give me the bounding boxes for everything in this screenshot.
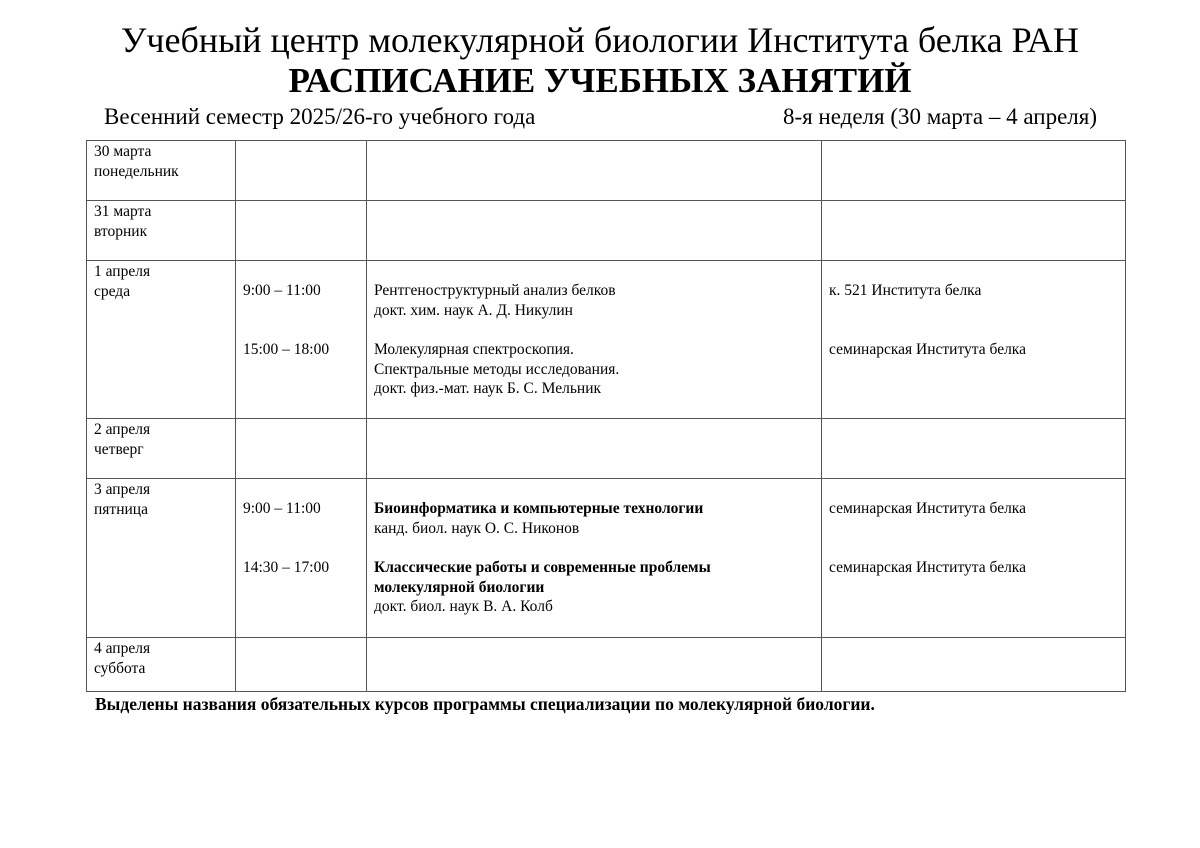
day-date: 31 марта bbox=[94, 203, 152, 220]
course-cell bbox=[367, 419, 822, 479]
day-weekday: среда bbox=[94, 282, 131, 300]
institute-title: Учебный центр молекулярной биологии Института белка РАН bbox=[120, 20, 1080, 60]
course-cell bbox=[367, 479, 822, 638]
table-row bbox=[87, 261, 1126, 419]
table-row bbox=[87, 419, 1126, 479]
room-label: семинарская Института белка bbox=[829, 500, 1026, 517]
room-label: семинарская Института белка bbox=[829, 559, 1026, 576]
room-cell bbox=[822, 141, 1126, 201]
week-label: 8-я неделя (30 марта – 4 апреля) bbox=[782, 104, 1097, 129]
course-title: Классические работы и современные проблемы bbox=[374, 559, 711, 576]
day-weekday: суббота bbox=[94, 659, 146, 677]
day-date: 2 апреля bbox=[94, 421, 151, 438]
room-cell bbox=[822, 419, 1126, 479]
room-cell bbox=[822, 638, 1126, 692]
course-cell bbox=[367, 261, 822, 419]
day-weekday: пятница bbox=[94, 500, 148, 518]
day-date: 30 марта bbox=[94, 143, 152, 160]
day-date: 1 апреля bbox=[94, 263, 151, 280]
slot-time: 15:00 – 18:00 bbox=[243, 341, 330, 358]
time-cell bbox=[236, 638, 367, 692]
day-cell bbox=[87, 201, 236, 261]
slot-time: 9:00 – 11:00 bbox=[243, 500, 321, 517]
table-row bbox=[87, 141, 1126, 201]
day-cell bbox=[87, 419, 236, 479]
course-title-cont: молекулярной биологии bbox=[374, 578, 545, 596]
footnote: Выделены названия обязательных курсов программы специализации по молекулярной биологии. bbox=[95, 694, 875, 714]
course-cell bbox=[367, 638, 822, 692]
day-date: 4 апреля bbox=[94, 640, 151, 657]
table-row bbox=[87, 638, 1126, 692]
room-label: к. 521 Института белка bbox=[829, 282, 982, 299]
day-weekday: вторник bbox=[94, 222, 148, 240]
course-subtitle: Спектральные методы исследования. bbox=[374, 360, 620, 378]
lecturer: докт. физ.-мат. наук Б. С. Мельник bbox=[374, 380, 602, 397]
slot-time: 14:30 – 17:00 bbox=[243, 559, 330, 576]
day-cell bbox=[87, 479, 236, 638]
time-cell bbox=[236, 479, 367, 638]
time-cell bbox=[236, 261, 367, 419]
day-weekday: четверг bbox=[94, 440, 144, 458]
room-label: семинарская Института белка bbox=[829, 341, 1026, 358]
course-title: Биоинформатика и компьютерные технологии bbox=[374, 500, 704, 517]
course-cell bbox=[367, 201, 822, 261]
time-cell bbox=[236, 201, 367, 261]
day-cell bbox=[87, 141, 236, 201]
time-cell bbox=[236, 419, 367, 479]
time-cell bbox=[236, 141, 367, 201]
lecturer: канд. биол. наук О. С. Никонов bbox=[374, 519, 580, 537]
slot-time: 9:00 – 11:00 bbox=[243, 282, 321, 299]
day-cell bbox=[87, 638, 236, 692]
schedule-title: РАСПИСАНИЕ УЧЕБНЫХ ЗАНЯТИЙ bbox=[288, 61, 912, 100]
course-title: Рентгеноструктурный анализ белков bbox=[374, 282, 616, 299]
room-cell bbox=[822, 479, 1126, 638]
day-date: 3 апреля bbox=[94, 481, 151, 498]
room-cell bbox=[822, 201, 1126, 261]
day-weekday: понедельник bbox=[94, 162, 179, 180]
lecturer: докт. хим. наук А. Д. Никулин bbox=[374, 301, 573, 319]
course-cell bbox=[367, 141, 822, 201]
lecturer: докт. биол. наук В. А. Колб bbox=[374, 598, 553, 615]
course-title: Молекулярная спектроскопия. bbox=[374, 341, 574, 358]
room-cell bbox=[822, 261, 1126, 419]
semester-label: Весенний семестр 2025/26-го учебного года bbox=[104, 104, 536, 129]
day-cell bbox=[87, 261, 236, 419]
table-row bbox=[87, 201, 1126, 261]
schedule-table bbox=[86, 140, 1126, 692]
table-row bbox=[87, 479, 1126, 638]
